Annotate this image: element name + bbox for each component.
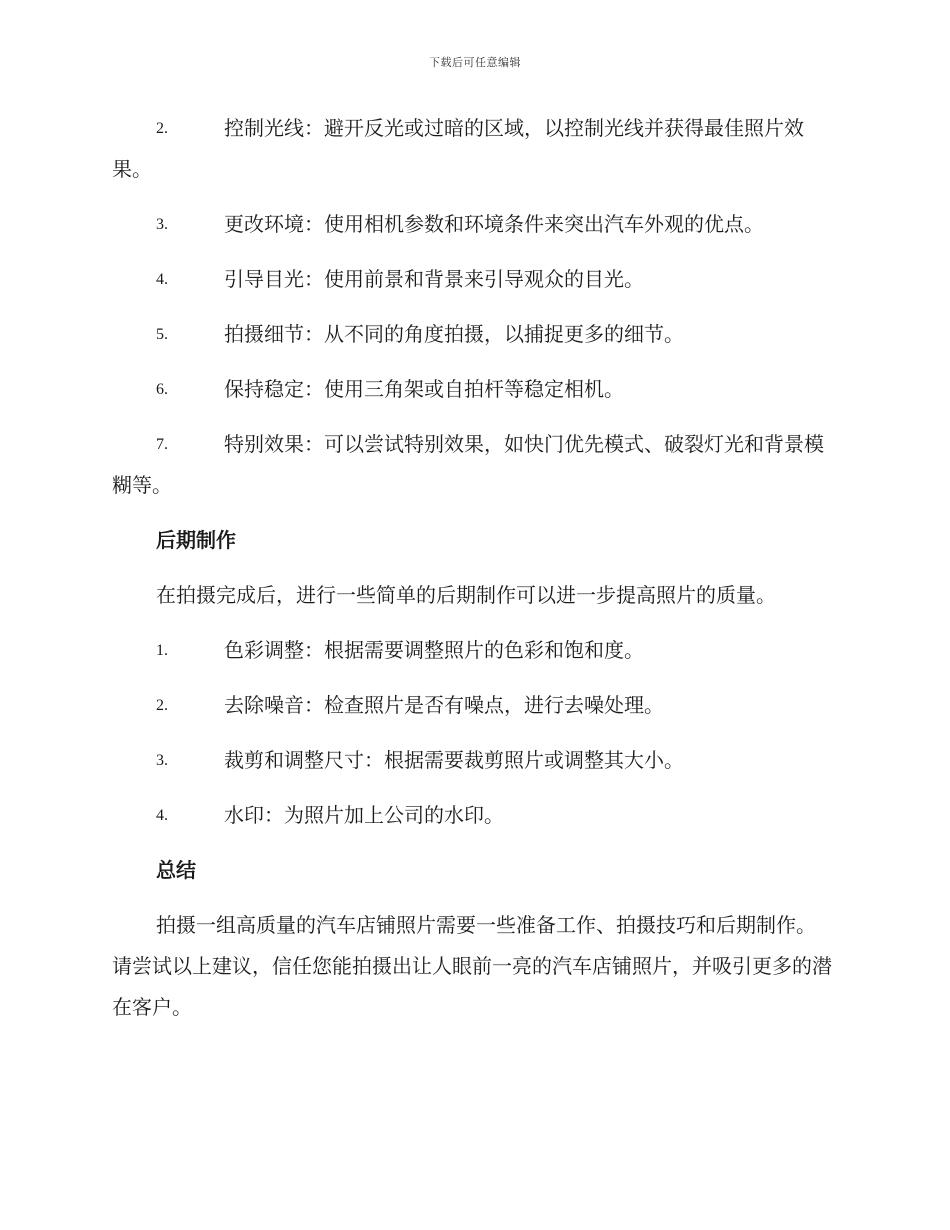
- list-number: 4.: [156, 807, 168, 824]
- list-number: 2.: [156, 120, 168, 137]
- list-text: 保持稳定：使用三角架或自拍杆等稳定相机。: [224, 377, 624, 401]
- list-item: [112, 740, 834, 781]
- list-text: 去除噪音：检查照片是否有噪点，进行去噪处理。: [224, 693, 664, 717]
- list-item: [112, 369, 834, 410]
- list-text: 引导目光：使用前景和背景来引导观众的目光。: [224, 267, 644, 291]
- list-item: [112, 259, 834, 300]
- list-item: [112, 108, 834, 190]
- section-heading-post-production: 后期制作: [156, 528, 236, 552]
- list-number: 6.: [156, 381, 168, 398]
- list-text: 特别效果：可以尝试特别效果，如快门优先模式、破裂灯光和背景模糊等。: [112, 432, 824, 497]
- list-number: 3.: [156, 216, 168, 233]
- list-text: 色彩调整：根据需要调整照片的色彩和饱和度。: [224, 638, 644, 662]
- list-number: 2.: [156, 697, 168, 714]
- list-text: 更改环境：使用相机参数和环境条件来突出汽车外观的优点。: [224, 212, 764, 236]
- list-item: [112, 424, 834, 506]
- list-item: [112, 314, 834, 355]
- list-item: [112, 685, 834, 726]
- list-text: 水印：为照片加上公司的水印。: [224, 803, 504, 827]
- list-number: 5.: [156, 326, 168, 343]
- section-heading-summary: 总结: [156, 858, 196, 882]
- list-text: 裁剪和调整尺寸：根据需要裁剪照片或调整其大小。: [224, 748, 684, 772]
- page-header: 下载后可任意编辑: [429, 56, 521, 69]
- document-body: [112, 108, 834, 1042]
- list-number: 3.: [156, 752, 168, 769]
- post-production-intro: 在拍摄完成后，进行一些简单的后期制作可以进一步提高照片的质量。: [156, 583, 776, 607]
- summary-paragraph: 拍摄一组高质量的汽车店铺照片需要一些准备工作、拍摄技巧和后期制作。请尝试以上建议，信任您能拍摄出让人眼前一亮的汽车店铺照片，并吸引更多的潜在客户。: [112, 913, 832, 1019]
- list-item: [112, 795, 834, 836]
- list-number: 4.: [156, 271, 168, 288]
- list-text: 拍摄细节：从不同的角度拍摄，以捕捉更多的细节。: [224, 322, 684, 346]
- list-number: 1.: [156, 642, 168, 659]
- list-text: 控制光线：避开反光或过暗的区域，以控制光线并获得最佳照片效果。: [112, 116, 804, 181]
- list-number: 7.: [156, 436, 168, 453]
- list-item: [112, 630, 834, 671]
- list-item: [112, 204, 834, 245]
